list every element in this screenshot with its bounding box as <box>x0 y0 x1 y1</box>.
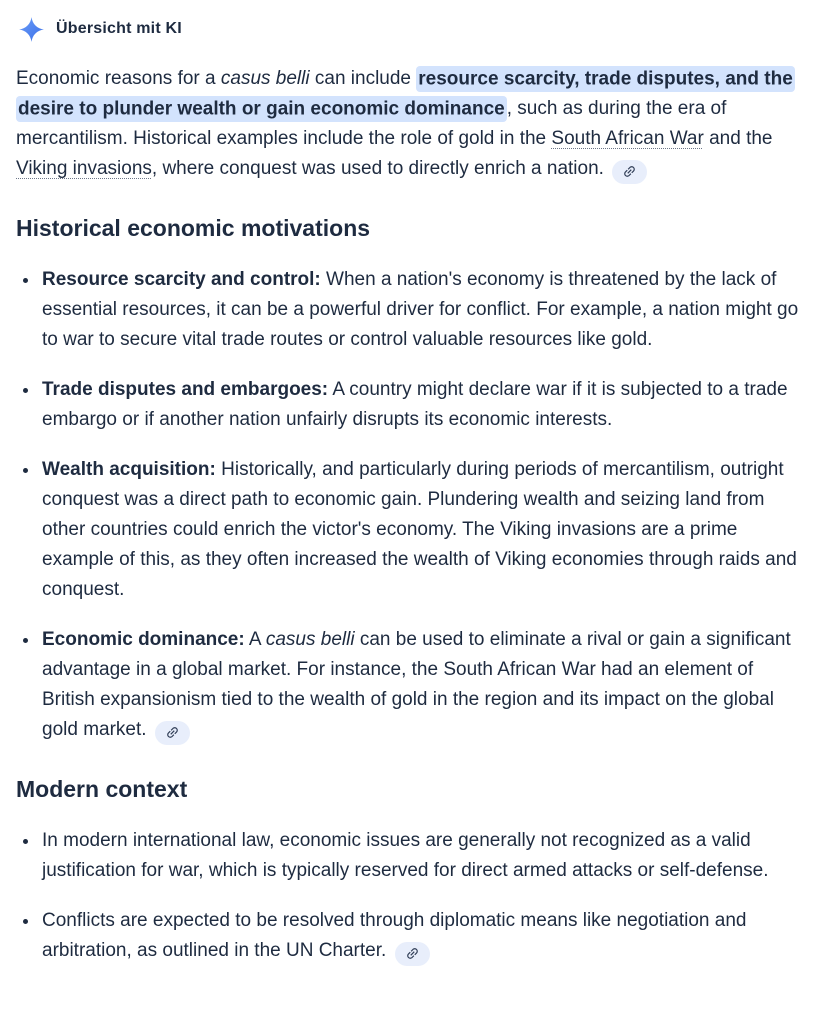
list-item <box>16 826 802 886</box>
intro-paragraph <box>16 64 802 184</box>
ai-overview-title: Übersicht mit KI <box>56 20 182 37</box>
highlighted-key-phrase[interactable]: resource scarcity, trade disputes, and the desire to plunder wealth or gain economic dominance <box>16 66 795 122</box>
text-run: can be used to eliminate a rival or gain a significant advantage in a global market. For instance, the South African War had an element of British expansionism tied to the wealth of gold in the region and its impact on the global gold market. <box>42 629 791 740</box>
list-item <box>16 625 802 745</box>
ai-overview-header <box>18 13 802 45</box>
italic-term: casus belli <box>220 68 310 89</box>
text-run: In modern international law, economic issues are generally not recognized as a valid justification for war, which is typically reserved for direct armed attacks or self-defense. <box>42 830 769 881</box>
list-item <box>16 375 802 435</box>
section-heading: Modern context <box>16 776 188 802</box>
link-icon <box>619 161 640 182</box>
bold-lead: Wealth acquisition: <box>42 459 216 480</box>
bullet-list <box>16 826 802 966</box>
italic-term: casus belli <box>265 629 355 650</box>
list-item <box>16 265 802 355</box>
section <box>16 773 802 966</box>
source-link-chip[interactable] <box>612 160 647 184</box>
citation-link[interactable]: South African War <box>551 128 704 149</box>
bullet-list <box>16 265 802 745</box>
text-run: When a nation's economy is threatened by the lack of essential resources, it can be a powerful driver for conflict. For example, a nation might go to war to secure vital trade routes or control valuable resources like gold. <box>42 269 799 350</box>
text-run: , where conquest was used to directly enrich a nation. <box>151 158 610 179</box>
bold-lead: Trade disputes and embargoes: <box>42 379 329 400</box>
text-run: , such as during the era of mercantilism. Historical examples include the role of gold in the <box>16 98 727 149</box>
text-run: Economic reasons for a <box>16 68 221 89</box>
source-link-chip[interactable] <box>155 721 190 745</box>
citation-link[interactable]: Viking invasions <box>16 158 152 179</box>
sections-container <box>16 212 802 966</box>
text-run: A country might declare war if it is subjected to a trade embargo or if another nation unfairly disrupts its economic interests. <box>42 379 788 430</box>
list-item <box>16 455 802 605</box>
ai-sparkle-icon <box>18 16 45 43</box>
section-heading: Historical economic motivations <box>16 215 371 241</box>
text-run: A <box>244 629 266 650</box>
bold-lead: Resource scarcity and control: <box>42 269 321 290</box>
text-run: Conflicts are expected to be resolved through diplomatic means like negotiation and arbitration, as outlined in the UN Charter. <box>42 910 747 961</box>
text-run: and the <box>703 128 773 149</box>
link-icon <box>401 943 422 964</box>
text-run: Historically, and particularly during periods of mercantilism, outright conquest was a direct path to economic gain. Plundering wealth and seizing land from other countries could enrich the victor's economy. The Viking invasions are a prime example of this, as they often increased the wealth of Viking economies through raids and conquest. <box>42 459 797 600</box>
section <box>16 212 802 745</box>
bold-lead: Economic dominance: <box>42 629 245 650</box>
text-run: can include <box>309 68 417 89</box>
link-icon <box>162 722 183 743</box>
source-link-chip[interactable] <box>395 942 430 966</box>
list-item <box>16 906 802 966</box>
